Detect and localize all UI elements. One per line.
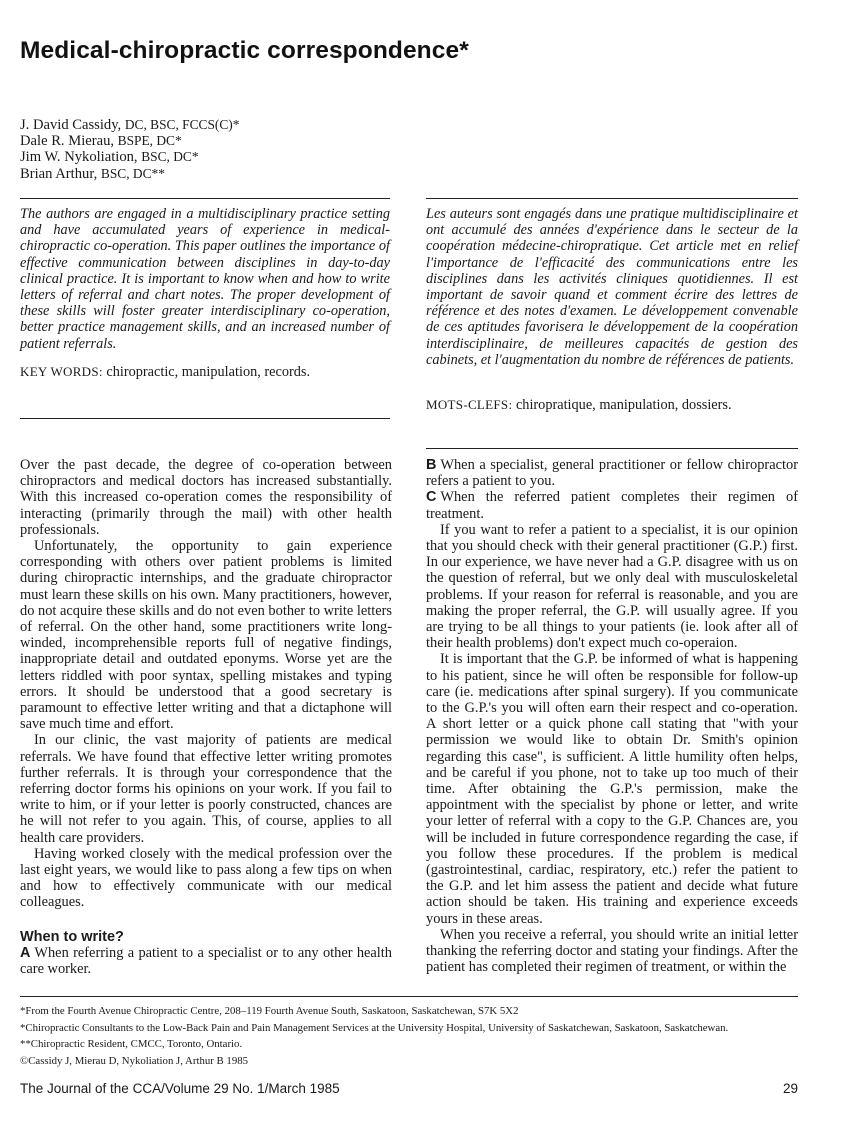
body-paragraph: When you receive a referral, you should write an initial letter thanking the referring doctor and stating your findings. After the patient has completed their regimen of treatment, or within the bbox=[426, 926, 798, 976]
abstract-french: Les auteurs sont engagés dans une pratique multidisciplinaire et ont accumulé des années d'expérience dans le secteur de la coopération médecine-chiropratique. Cet article met en relief l'importance de l'efficacité des communications entre les disciplines dans les activités cliniques quotidiennes. Il est important de savoir quand et comment écrire des lettres de référence et des notes d'examen. Le développement convenable de ces aptitudes favorisera le développement de la coopération interdisciplinaire, de meilleures capacités de gestion des cabinets, et l'augmentation du nombre de références de patients. bbox=[426, 206, 798, 368]
body-paragraph: It is important that the G.P. be informed of what is happening to his patient, since he will often be responsible for follow-up care (ie. medications after spinal surgery). If you communicate to the G.P.'s you will often earn their respect and co-operation. A short letter or a quick phone call stating that "with your permission we would like to obtain Dr. Smith's opinion regarding this case", is sufficient. A little humility often helps, and be careful if you phone, not to take up too much of their time. After obtaining the G.P.'s permission, make the appointment with the specialist by phone or letter, and write your letter of referral with a copy to the G.P. Chances are, you will be included in future correspondence regarding the case, if you follow these procedures. If the problem is medical (gastrointestinal, cardiac, respiratory, etc.) refer the patient to the G.P. and let him assess the patient and decide what future action should be taken. His training and experience exceeds yours in these areas. bbox=[426, 651, 798, 927]
article-title: Medical-chiropractic correspondence* bbox=[20, 37, 469, 64]
keywords-english: KEY WORDS: chiropractic, manipulation, records. bbox=[20, 364, 311, 380]
step-item: B When a specialist, general practitioner or fellow chiropractor refers a patient to you. bbox=[426, 457, 798, 490]
author-line: J. David Cassidy, DC, BSC, FCCS(C)* bbox=[20, 117, 240, 133]
body-paragraph: Over the past decade, the degree of co-operation between chiropractors and medical doctors has increased substantially. With this increased co-operation comes the responsibility of interacting (primarily through the mail) with other health professionals. bbox=[20, 457, 392, 538]
footnote: *Chiropractic Consultants to the Low-Back Pain and Pain Management Services at the University Hospital, University of Saskatchewan, Saskatoon, Saskatchewan. bbox=[20, 1021, 729, 1034]
footnote: *From the Fourth Avenue Chiropractic Centre, 208–119 Fourth Avenue South, Saskatoon, Saskatchewan, S7K 5X2 bbox=[20, 1005, 519, 1017]
abstract-english: The authors are engaged in a multidisciplinary practice setting and have accumulated years of experience in medical-chiropractic co-operation. This paper outlines the importance of effective communication between disciplines in day-to-day clinical practice. It is important to know when and how to write letters of referral and chart notes. The proper development of these skills will foster greater interdisciplinary co-operation, better practice management skills, and an increased number of patient referrals. bbox=[20, 206, 390, 352]
page-number: 29 bbox=[782, 1081, 798, 1096]
author-line: Dale R. Mierau, BSPE, DC* bbox=[20, 133, 182, 150]
journal-footer: The Journal of the CCA/Volume 29 No. 1/March 1985 bbox=[20, 1081, 340, 1096]
footnote-rule bbox=[20, 996, 798, 997]
step-item: C When the referred patient completes their regimen of treatment. bbox=[426, 489, 798, 522]
abstract-fr-bottom-rule bbox=[426, 448, 798, 449]
abstract-fr-top-rule bbox=[426, 198, 798, 199]
body-paragraph: In our clinic, the vast majority of patients are medical referrals. We have found that effective letter writing promotes further referrals. It is through your correspondence that the referring doctor forms his opinions on your work. If you fail to write to him, or if your letter is poorly constructed, chances are he will not refer to you again. This, of course, applies to all health care providers. bbox=[20, 732, 392, 846]
abstract-en-bottom-rule bbox=[20, 418, 390, 419]
section-heading: When to write? bbox=[20, 928, 124, 945]
author-list bbox=[20, 117, 239, 182]
author-line: Jim W. Nykoliation, BSC, DC* bbox=[20, 149, 199, 166]
body-right-column bbox=[426, 457, 798, 976]
step-item: A When referring a patient to a specialist or to any other health care worker. bbox=[20, 944, 392, 978]
body-paragraph: Unfortunately, the opportunity to gain experience corresponding with others over patient problems is limited during chiropractic internships, and the graduate chiropractor must learn these skills on his own. Many practitioners, however, do not acquire these skills and do not even bother to write letters of referral. On the other hand, some practitioners write long-winded, incomprehensible reports full of negative findings, inappropriate detail and outdated eponyms. Worse yet are the letters riddled with poor syntax, spelling mistakes and typing errors. It should be understood that a good secretary is paramount to effective letter writing and that a dictaphone will save much time and effort. bbox=[20, 538, 392, 733]
footnotes bbox=[20, 1003, 728, 1069]
body-paragraph: Having worked closely with the medical profession over the last eight years, we would like to pass along a few tips on when and how to effectively communicate with our medical colleagues. bbox=[20, 845, 392, 911]
abstract-en-top-rule bbox=[20, 198, 390, 199]
author-line: Brian Arthur, BSC, DC** bbox=[20, 165, 165, 182]
body-paragraph: If you want to refer a patient to a specialist, it is our opinion that you should check with their general practitioner (G.P.) first. In our experience, we have never had a G.P. disagree with us on the question of referral, but we only deal with musculoskeletal problems. If your reason for referral is reasonable, and you are making the proper referral, the G.P. will usually agree. If you are trying to be all things to your patients (ie. look after all of their health problems) don't expect much co-operaion. bbox=[426, 521, 798, 652]
footnote: **Chiropractic Resident, CMCC, Toronto, Ontario. bbox=[20, 1038, 243, 1050]
footnote: ©Cassidy J, Mierau D, Nykoliation J, Arthur B 1985 bbox=[20, 1054, 249, 1067]
body-left-column bbox=[20, 457, 392, 977]
keywords-french: MOTS-CLEFS: chiropratique, manipulation, dossiers. bbox=[426, 397, 732, 413]
